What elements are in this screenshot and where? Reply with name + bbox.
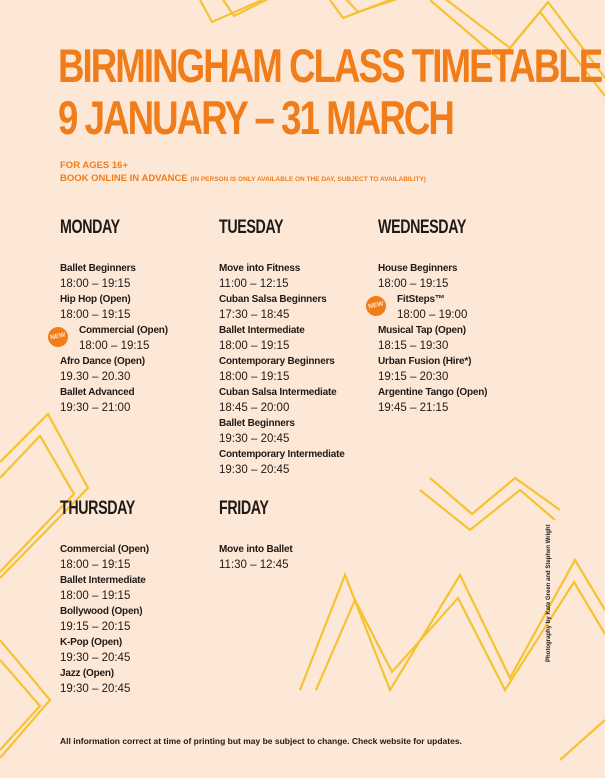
- class-name: Commercial (Open): [60, 544, 149, 555]
- class-name: Musical Tap (Open): [378, 325, 466, 336]
- class-time: 19:30 – 20:45: [219, 463, 290, 476]
- class-time: 18:00 – 19:15: [60, 308, 131, 321]
- book-online-text: BOOK ONLINE IN ADVANCE: [60, 173, 188, 184]
- class-name: Contemporary Intermediate: [219, 449, 345, 460]
- class-name: Move into Fitness: [219, 263, 301, 274]
- day-tuesday: [219, 217, 345, 478]
- class-time: 19:30 – 21:00: [60, 401, 131, 414]
- class-entry: [219, 542, 292, 573]
- class-time: 19.30 – 20.30: [60, 370, 131, 383]
- class-entry: [219, 447, 345, 478]
- class-name: Ballet Advanced: [60, 387, 135, 398]
- class-entry: [60, 292, 168, 323]
- day-title: THURSDAY: [60, 498, 135, 519]
- class-entry: [219, 323, 345, 354]
- photo-credit: Photography by Kate Green and Stephen Wright: [546, 524, 552, 662]
- class-time: 19:15 – 20:30: [378, 370, 449, 383]
- class-name: Argentine Tango (Open): [378, 387, 488, 398]
- day-title: WEDNESDAY: [378, 217, 466, 238]
- class-time: 18:00 – 19:15: [378, 277, 449, 290]
- class-name: Commercial (Open): [79, 325, 168, 336]
- class-time: 11:30 – 12:45: [219, 558, 289, 571]
- class-entry: [60, 604, 160, 635]
- booking-info: [60, 159, 426, 186]
- class-entry: [219, 354, 345, 385]
- class-entry: [367, 292, 495, 323]
- footer-disclaimer: All information correct at time of printing but may be subject to change. Check website for updates.: [60, 736, 462, 746]
- day-title: TUESDAY: [219, 217, 284, 238]
- age-requirement: FOR AGES 16+: [60, 160, 129, 171]
- class-time: 18:00 – 19:15: [60, 589, 131, 602]
- class-time: 19:30 – 20:45: [60, 682, 131, 695]
- class-name: Contemporary Beginners: [219, 356, 335, 367]
- class-entry: [219, 416, 345, 447]
- class-name: Jazz (Open): [60, 668, 114, 679]
- class-name: Ballet Beginners: [219, 418, 295, 429]
- class-name: Urban Fusion (Hire*): [378, 356, 472, 367]
- class-entry: [219, 292, 345, 323]
- day-monday: [49, 217, 168, 416]
- class-name: House Beginners: [378, 263, 458, 274]
- class-entry: [219, 261, 345, 292]
- class-name: Hip Hop (Open): [60, 294, 131, 305]
- day-title: FRIDAY: [219, 498, 269, 519]
- new-badge: NEW: [364, 294, 388, 318]
- title-line-2: 9 JANUARY – 31 MARCH: [58, 91, 453, 144]
- day-thursday: [60, 498, 160, 697]
- class-time: 19:45 – 21:15: [378, 401, 449, 414]
- class-name: Move into Ballet: [219, 544, 293, 555]
- class-entry: [60, 635, 160, 666]
- class-time: 19:30 – 20:45: [219, 432, 290, 445]
- title-line-1: BIRMINGHAM CLASS TIMETABLE: [58, 39, 602, 92]
- class-entry: [219, 385, 345, 416]
- class-name: Ballet Intermediate: [219, 325, 305, 336]
- class-entry: [60, 666, 160, 697]
- new-badge: NEW: [46, 325, 70, 349]
- class-entry: [60, 261, 168, 292]
- class-name: Bollywood (Open): [60, 606, 143, 617]
- booking-note: (IN PERSON IS ONLY AVAILABLE ON THE DAY, SUBJECT TO AVAILABILITY): [190, 176, 426, 183]
- class-time: 18:00 – 19:15: [60, 558, 131, 571]
- class-name: Cuban Salsa Intermediate: [219, 387, 337, 398]
- class-entry: [378, 354, 495, 385]
- class-name: Ballet Beginners: [60, 263, 136, 274]
- page-title: [58, 40, 601, 144]
- class-time: 18:45 – 20:00: [219, 401, 290, 414]
- class-entry: [378, 385, 495, 416]
- class-name: FitSteps™: [397, 294, 445, 305]
- class-entry: [60, 573, 160, 604]
- day-wednesday: [367, 217, 495, 416]
- class-time: 18:00 – 19:15: [79, 339, 150, 352]
- day-friday: [219, 498, 292, 573]
- class-time: 18:15 – 19:30: [378, 339, 449, 352]
- booking-line: [60, 172, 426, 186]
- class-entry: [60, 354, 168, 385]
- class-name: Afro Dance (Open): [60, 356, 145, 367]
- class-entry: [378, 261, 495, 292]
- day-title: MONDAY: [60, 217, 120, 238]
- class-entry: [60, 542, 160, 573]
- class-name: K-Pop (Open): [60, 637, 123, 648]
- class-time: 18:00 – 19:15: [60, 277, 131, 290]
- class-time: 18:00 – 19:15: [219, 370, 290, 383]
- class-time: 17:30 – 18:45: [219, 308, 290, 321]
- class-time: 18:00 – 19:15: [219, 339, 290, 352]
- class-entry: [378, 323, 495, 354]
- class-time: 19:15 – 20:15: [60, 620, 131, 633]
- class-entry: [60, 385, 168, 416]
- class-time: 19:30 – 20:45: [60, 651, 131, 664]
- class-name: Ballet Intermediate: [60, 575, 146, 586]
- class-time: 11:00 – 12:15: [219, 277, 289, 290]
- class-time: 18:00 – 19:00: [397, 308, 468, 321]
- class-entry: [49, 323, 168, 354]
- class-name: Cuban Salsa Beginners: [219, 294, 327, 305]
